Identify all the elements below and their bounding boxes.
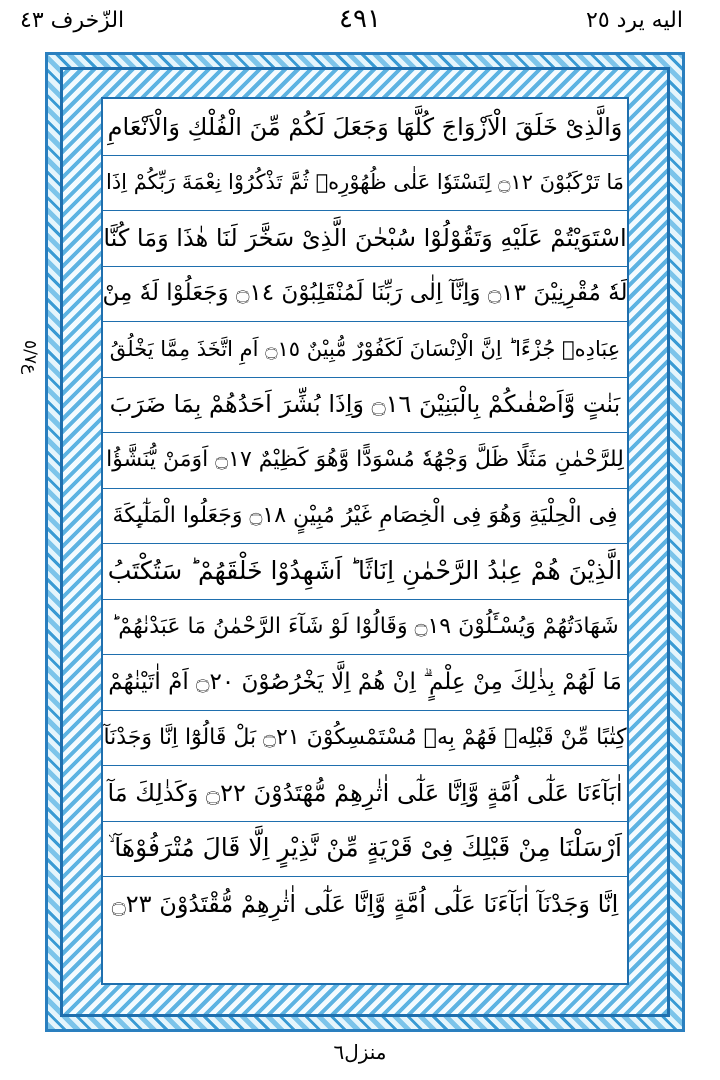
verse-line-9: الَّذِیْنَ هُمْ عِبٰدُ الرَّحْمٰنِ اِنَاثًا ؕ اَشَهِدُوْا خَلْقَهُمْ ؕ سَتُكْتَبُ xyxy=(103,543,627,600)
verse-line-14: اَرْسَلْنَا مِنْ قَبْلِكَ فِیْ قَرْیَةٍ مِّنْ نَّذِیْرٍ اِلَّا قَالَ مُتْرَفُوْهَآ ۙ xyxy=(103,821,627,878)
verse-line-3: اسْتَوَیْتُمْ عَلَیْهِ وَتَقُوْلُوْا سُبْحٰنَ الَّذِیْ سَخَّرَ لَنَا هٰذَا وَمَا كُنَّا xyxy=(103,210,627,267)
verse-line-1: وَالَّذِیْ خَلَقَ الْاَزْوَاجَ كُلَّهَا وَجَعَلَ لَكُمْ مِّنَ الْفُلْكِ وَالْاَنْعَامِ xyxy=(103,99,627,156)
verse-line-11: مَا لَهُمْ بِذٰلِكَ مِنْ عِلْمٍ ۗ اِنْ هُمْ اِلَّا یَخْرُصُوْنَ ۝٢٠ اَمْ اٰتَیْنٰهُمْ xyxy=(103,654,627,711)
verse-line-6: بَنٰتٍ وَّاَصْفٰىكُمْ بِالْبَنِیْنَ ۝١٦ وَاِذَا بُشِّرَ اَحَدُهُمْ بِمَا ضَرَبَ xyxy=(103,377,627,434)
verse-line-5: عِبَادِهٖ جُزْءًا ؕ اِنَّ الْاِنْسَانَ لَكَفُوْرٌ مُّبِیْنٌ ۝١٥ اَمِ اتَّخَذَ مِمَّا یَخْلُقُ xyxy=(103,321,627,378)
surah-header: الزّخرف ٤٣ xyxy=(20,8,125,33)
verse-line-4: لَهٗ مُقْرِنِیْنَ ۝١٣ وَاِنَّآ اِلٰى رَبِّنَا لَمُنْقَلِبُوْنَ ۝١٤ وَجَعَلُوْا لَهٗ مِنْ xyxy=(103,266,627,323)
page-number: ٤٩١ xyxy=(339,4,381,34)
manzil-footer: منزل٦ xyxy=(333,1040,387,1064)
ruku-marker: ع٥/٧ xyxy=(20,340,40,375)
ornamental-border xyxy=(45,52,685,1032)
verse-line-7: لِلرَّحْمٰنِ مَثَلًا ظَلَّ وَجْهُهٗ مُسْوَدًّا وَّهُوَ كَظِیْمٌ ۝١٧ اَوَمَنْ یُّنَشَّؤُا xyxy=(103,432,627,489)
verse-text-panel xyxy=(101,97,629,985)
verse-line-12: كِتٰبًا مِّنْ قَبْلِهٖ فَهُمْ بِهٖ مُسْتَمْسِكُوْنَ ۝٢١ بَلْ قَالُوْٓا اِنَّا وَجَدْنَآ xyxy=(103,710,627,767)
verse-line-2: مَا تَرْكَبُوْنَ ۝١٢ لِتَسْتَوٗا عَلٰى ظُهُوْرِهٖ ثُمَّ تَذْكُرُوْا نِعْمَةَ رَبِّكُمْ اِذَا xyxy=(103,155,627,212)
juz-header: اليه يرد ٢٥ xyxy=(586,8,683,33)
verse-line-8: فِی الْحِلْیَةِ وَهُوَ فِی الْخِصَامِ غَیْرُ مُبِیْنٍ ۝١٨ وَجَعَلُوا الْمَلٰٓىِٕكَةَ xyxy=(103,488,627,545)
verse-line-15: اِنَّا وَجَدْنَآ اٰبَآءَنَا عَلٰٓى اُمَّةٍ وَّاِنَّا عَلٰٓى اٰثٰرِهِمْ مُّقْتَدُوْنَ ۝٢٣ xyxy=(111,889,619,918)
verse-line-13: اٰبَآءَنَا عَلٰٓى اُمَّةٍ وَّاِنَّا عَلٰٓى اٰثٰرِهِمْ مُّهْتَدُوْنَ ۝٢٢ وَكَذٰلِكَ مَآ xyxy=(103,765,627,822)
verse-line-10: شَهَادَتُهُمْ وَیُسْـَٔلُوْنَ ۝١٩ وَقَالُوْا لَوْ شَآءَ الرَّحْمٰنُ مَا عَبَدْنٰهُمْ ؕ xyxy=(103,599,627,656)
